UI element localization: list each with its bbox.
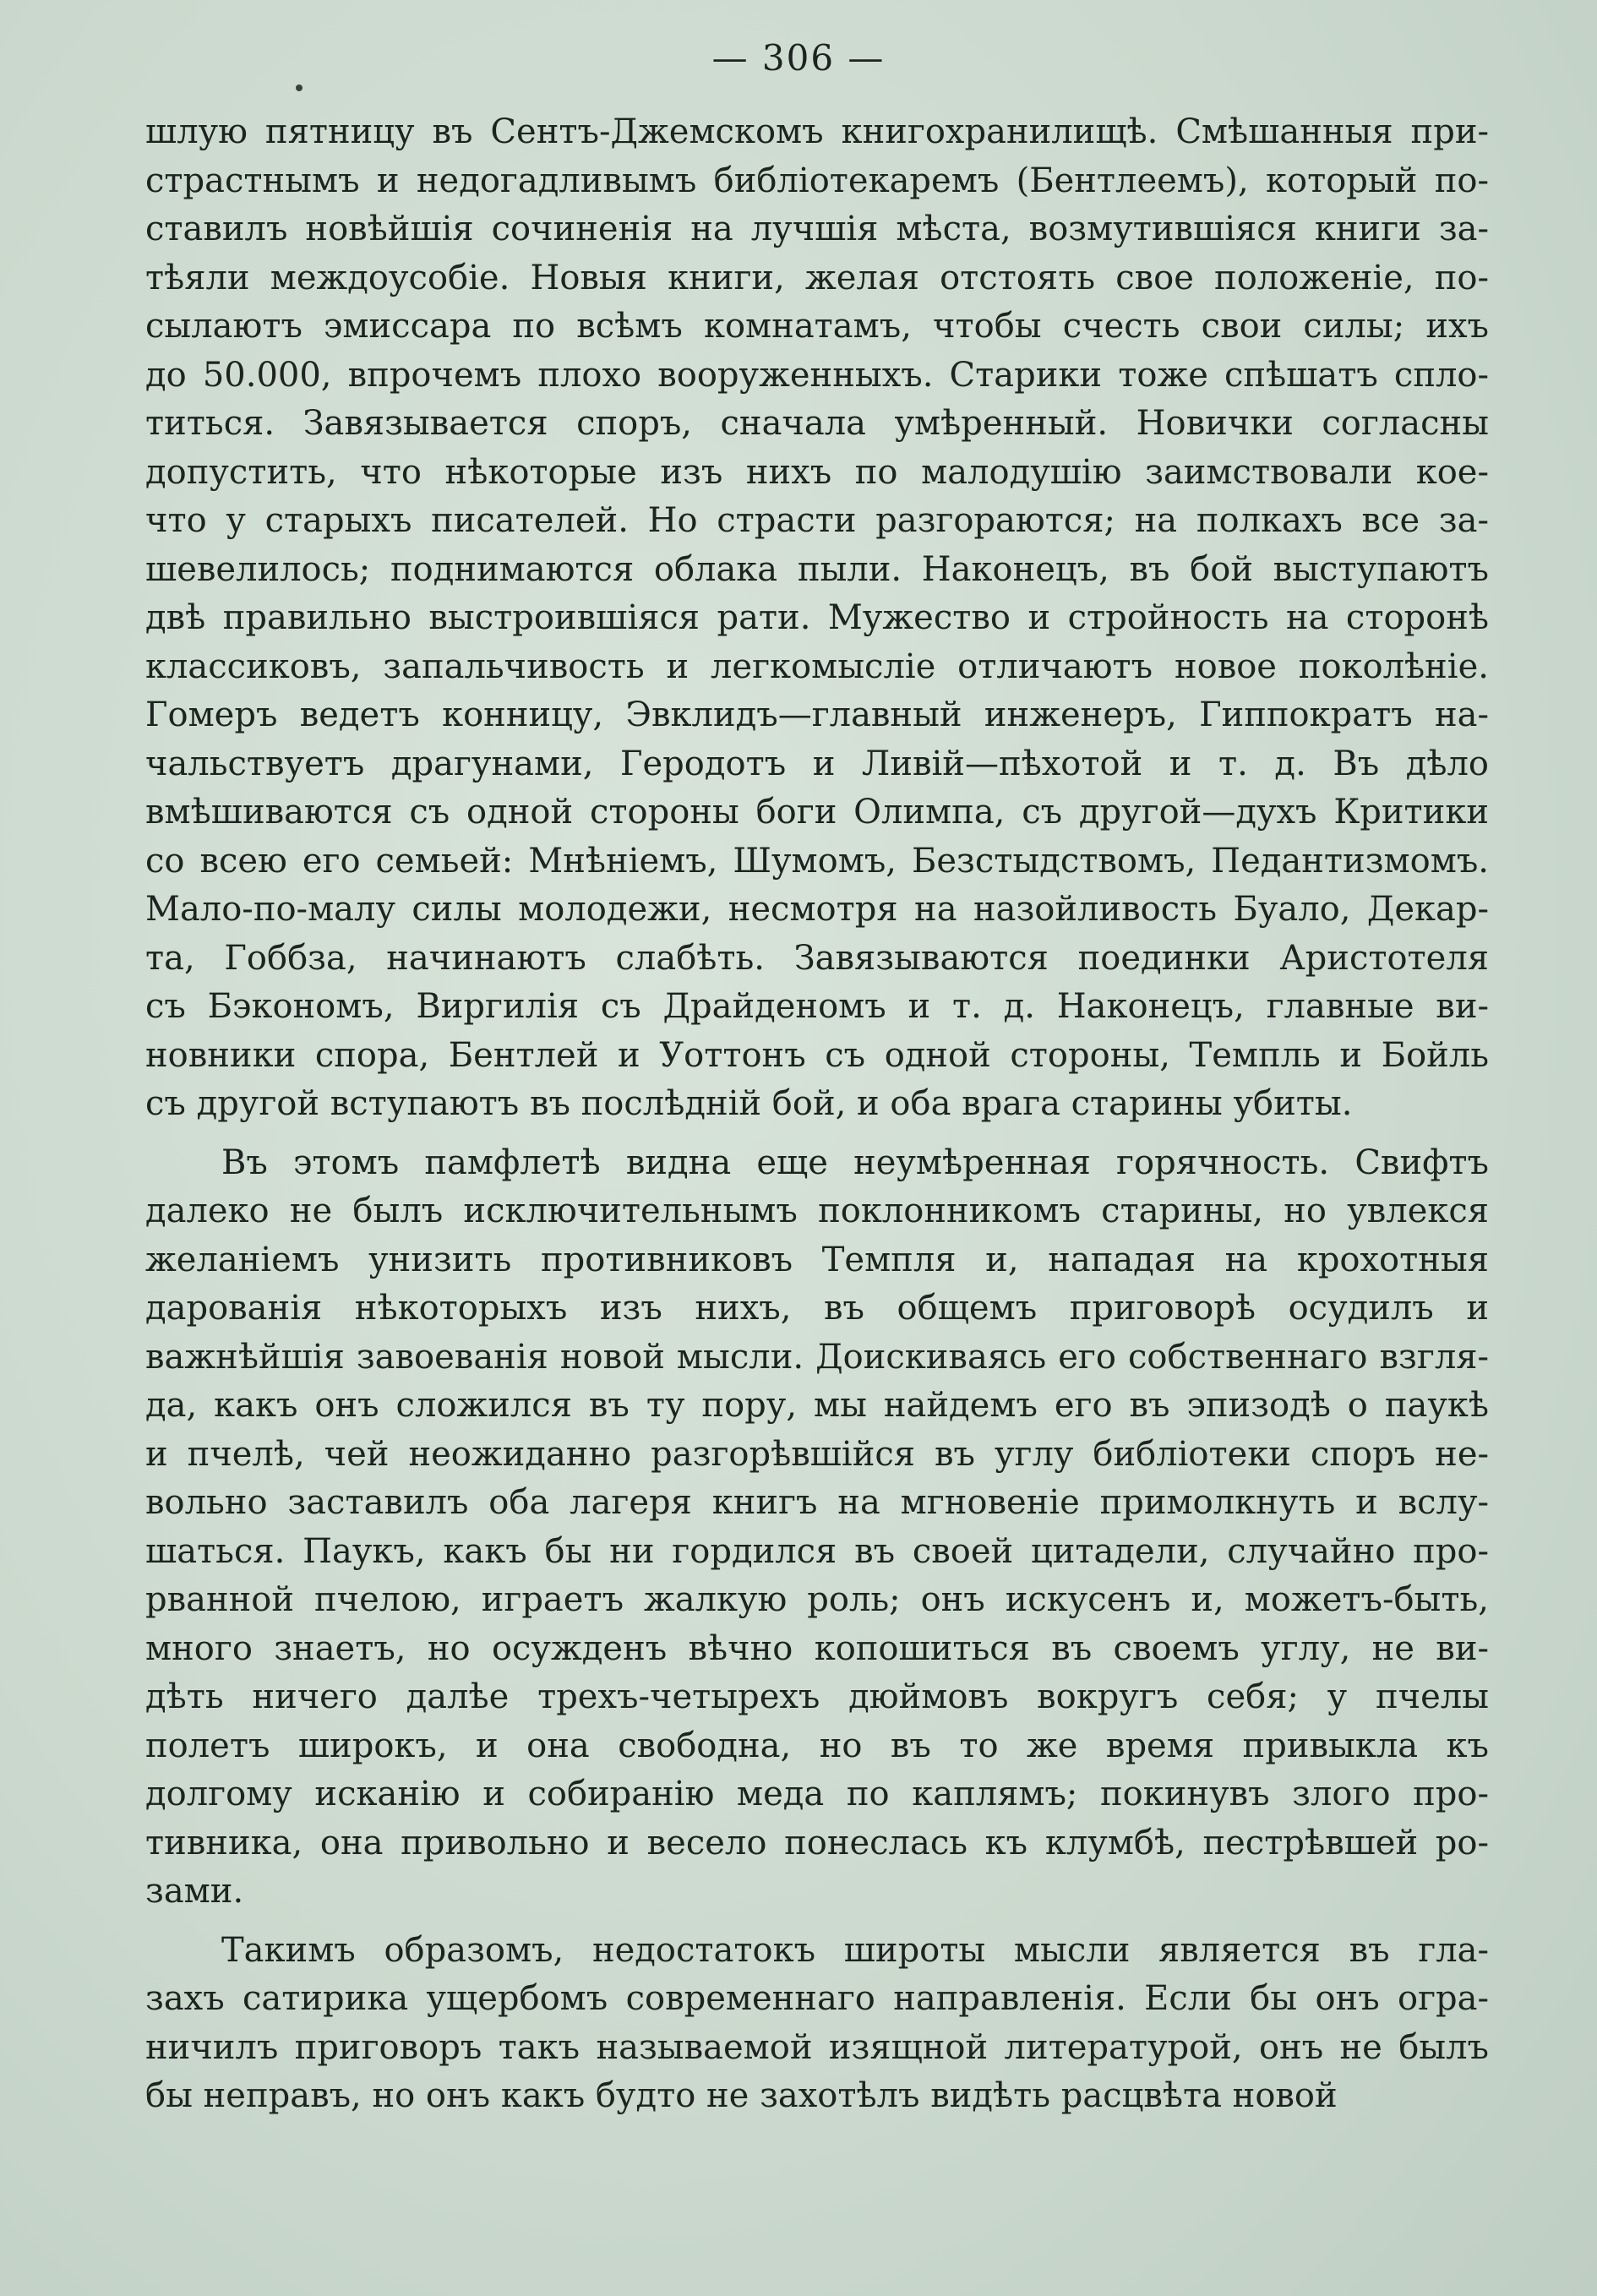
text-line: Гомеръ ведетъ конницу, Эвклидъ—главный инженеръ, Гиппократъ на-: [145, 695, 1489, 734]
body-text: [145, 108, 1489, 2121]
text-line: вмѣшиваются съ одной стороны боги Олимпа, съ другой—духъ Критики: [145, 793, 1489, 832]
text-line: съ другой вступаютъ въ послѣдній бой, и оба врага старины убиты.: [145, 1084, 1353, 1123]
text-line: титься. Завязывается споръ, сначала умѣренный. Новички согласны: [145, 404, 1489, 443]
text-line: съ Бэкономъ, Виргилія съ Драйденомъ и т. д. Наконецъ, главные ви-: [145, 987, 1489, 1026]
text-line: чальствуетъ драгунами, Геродотъ и Ливій—пѣхотой и т. д. Въ дѣло: [145, 744, 1489, 783]
paragraph: [145, 108, 1489, 1129]
page-number: — 306 —: [711, 37, 886, 79]
text-line: классиковъ, запальчивость и легкомысліе отличаютъ новое поколѣніе.: [145, 646, 1489, 686]
text-line: да, какъ онъ сложился въ ту пору, мы найдемъ его въ эпизодѣ о паукѣ: [145, 1386, 1489, 1425]
text-line: желаніемъ унизить противниковъ Темпля и, нападая на крохотныя: [145, 1240, 1489, 1279]
text-line: вольно заставилъ оба лагеря книгъ на мгновеніе примолкнуть и вслу-: [145, 1483, 1489, 1522]
text-line: тивника, она привольно и весело понеслась къ клумбѣ, пестрѣвшей ро-: [145, 1823, 1489, 1862]
text-line: Мало-по-малу силы молодежи, несмотря на назойливость Буало, Декар-: [145, 890, 1489, 929]
text-line: шевелилось; поднимаются облака пыли. Наконецъ, въ бой выступаютъ: [145, 549, 1489, 589]
text-line: важнѣйшія завоеванія новой мысли. Доискиваясь его собственнаго взгля-: [145, 1337, 1489, 1377]
text-line: допустить, что нѣкоторые изъ нихъ по малодушію заимствовали кое-: [145, 452, 1489, 492]
text-line: Такимъ образомъ, недостатокъ широты мысли является въ гла-: [221, 1930, 1489, 1970]
text-line: зами.: [145, 1872, 244, 1911]
text-line: сылаютъ эмиссара по всѣмъ комнатамъ, чтобы счесть свои силы; ихъ: [145, 307, 1489, 346]
text-line: страстнымъ и недогадливымъ библіотекаремъ (Бентлеемъ), который по-: [145, 161, 1489, 200]
text-line: Въ этомъ памфлетѣ видна еще неумѣренная горячность. Свифтъ: [221, 1143, 1489, 1182]
text-line: много знаетъ, но осужденъ вѣчно копошиться въ своемъ углу, не ви-: [145, 1628, 1489, 1668]
text-line: ничилъ приговоръ такъ называемой изящной литературой, онъ не былъ: [145, 2027, 1489, 2067]
text-line: долгому исканію и собиранію меда по каплямъ; покинувъ злого про-: [145, 1775, 1489, 1813]
text-line: рванной пчелою, играетъ жалкую роль; онъ искусенъ и, можетъ-быть,: [145, 1580, 1489, 1619]
text-line: новники спора, Бентлей и Уоттонъ съ одной стороны, Темпль и Бойль: [145, 1035, 1489, 1075]
text-line: полетъ широкъ, и она свободна, но въ то же время привыкла къ: [145, 1726, 1489, 1765]
text-line: шлую пятницу въ Сентъ-Джемскомъ книгохранилищѣ. Смѣшанныя при-: [145, 112, 1489, 151]
text-line: бы неправъ, но онъ какъ будто не захотѣлъ видѣть расцвѣта новой: [145, 2076, 1338, 2115]
text-line: что у старыхъ писателей. Но страсти разгораются; на полкахъ все за-: [145, 501, 1489, 540]
text-line: та, Гоббза, начинаютъ слабѣть. Завязываются поединки Аристотеля: [145, 938, 1489, 978]
text-line: и пчелѣ, чей неожиданно разгорѣвшійся въ углу библіотеки споръ не-: [145, 1434, 1489, 1474]
ink-speck: [296, 85, 303, 91]
text-line: захъ сатирика ущербомъ современнаго направленія. Если бы онъ огра-: [145, 1979, 1489, 2018]
text-line: тѣяли междоусобіе. Новыя книги, желая отстоять свое положеніе, по-: [145, 258, 1489, 297]
text-line: до 50.000, впрочемъ плохо вооруженныхъ. Старики тоже спѣшатъ спло-: [145, 355, 1489, 395]
paragraph: [145, 1927, 1489, 2121]
text-line: шаться. Паукъ, какъ бы ни гордился въ своей цитадели, случайно про-: [145, 1531, 1489, 1571]
text-line: со всею его семьей: Мнѣніемъ, Шумомъ, Безстыдствомъ, Педантизмомъ.: [145, 841, 1489, 881]
text-line: двѣ правильно выстроившіяся рати. Мужество и стройность на сторонѣ: [145, 598, 1489, 637]
paragraph: [145, 1139, 1489, 1917]
text-line: далеко не былъ исключительнымъ поклонникомъ старины, но увлекся: [145, 1192, 1489, 1230]
text-line: дѣть ничего далѣе трехъ-четырехъ дюймовъ вокругъ себя; у пчелы: [145, 1677, 1489, 1716]
text-line: ставилъ новѣйшія сочиненія на лучшія мѣста, возмутившіяся книги за-: [145, 210, 1489, 248]
text-line: дарованія нѣкоторыхъ изъ нихъ, въ общемъ приговорѣ осудилъ и: [145, 1289, 1489, 1328]
